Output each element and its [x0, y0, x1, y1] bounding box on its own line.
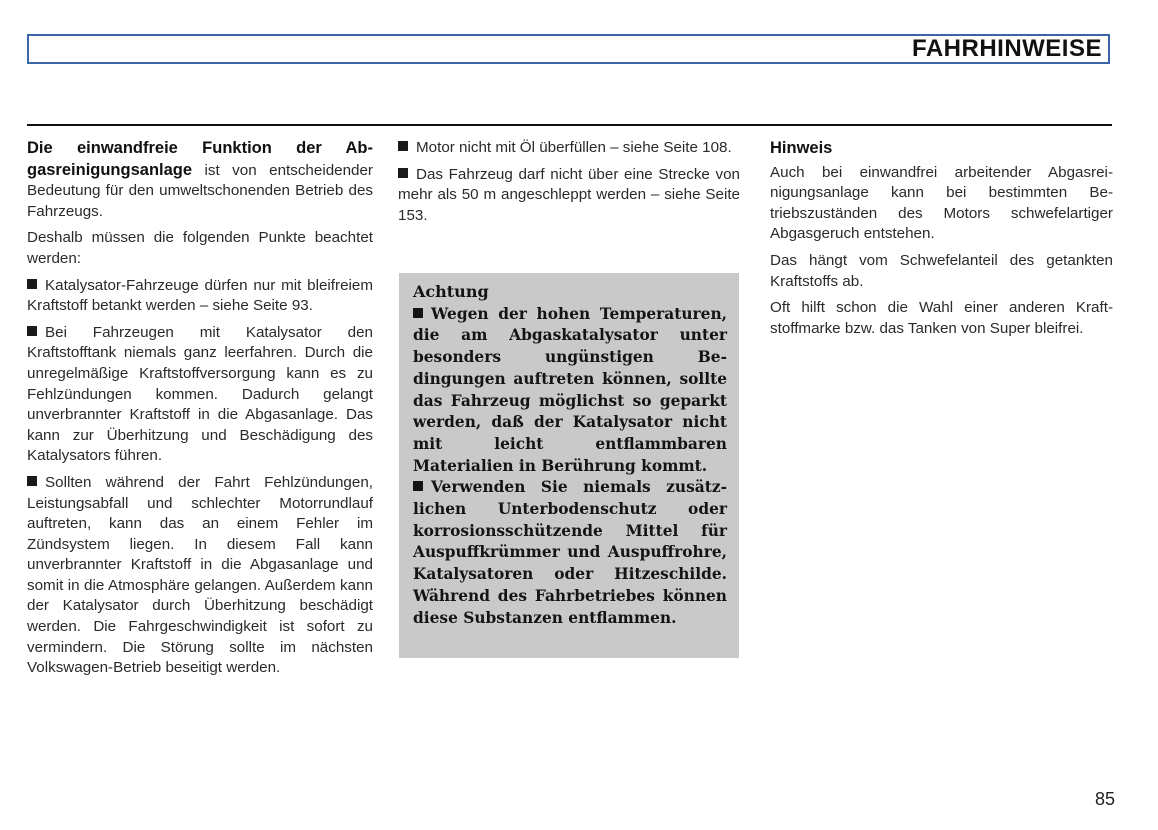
square-bullet-icon [413, 481, 423, 491]
bullet-text: Motor nicht mit Öl überfüllen – siehe Seite 108. [416, 139, 732, 156]
bullet-item [398, 165, 740, 227]
bullet-text: Sollten während der Fahrt Fehlzündungen, Leistungsabfall und schlechter Motorrundlauf auftreten, kann das an einem Fehler im Zündsystem liegen. In diesem Fall kann unverbrannter Kraftstoff in die Abgasanlage und somit in die Atmosphäre gelangen. Außerdem kann der Katalysator durch Überhitzung beschädigt werden. Die Fahrgeschwindigkeit ist sofort zu vermindern. Die Störung sollte im nächsten Volkswagen-Betrieb beseitigt werden. [27, 473, 373, 677]
header-band [27, 34, 1110, 64]
note-title: Hinweis [770, 139, 833, 157]
bullet-item [27, 323, 373, 467]
note-paragraph: Auch bei einwandfrei arbeitender Abgasreinigungsanlage kann bei bestimmten Betriebszuständen des Motors schwefelartiger Abgasgeruch entstehen. [770, 163, 1113, 243]
square-bullet-icon [27, 476, 37, 486]
bullet-text: Bei Fahrzeugen mit Katalysator den Kraftstofftank niemals ganz leerfahren. Durch die unregelmäßige Kraftstoffversorgung kann es zu Fehlzündungen kommen. Dadurch gelangt unverbrannter Kraftstoff in die Abgasanlage. Das kann zur Überhitzung und Beschädigung des Katalysators führen. [27, 323, 373, 465]
intro-paragraph [27, 138, 373, 222]
bullet-text: Das Fahrzeug darf nicht über eine Strecke von mehr als 50 m angeschleppt werden – siehe Seite 153. [398, 165, 740, 224]
page-number: 85 [1094, 789, 1115, 809]
warning-title: Achtung [413, 282, 489, 301]
column-middle [398, 138, 740, 232]
intro-lead-rest: ist von entscheidender Bedeutung für den umweltschonenden Betrieb des Fahrzeugs. [27, 161, 373, 220]
page-section-title: FAHRHINWEISE [911, 35, 1102, 62]
notice-paragraph: Deshalb müssen die folgenden Punkte beachtet werden: [27, 229, 373, 267]
bullet-item [27, 473, 373, 679]
top-rule [27, 124, 1112, 126]
warning-text: Verwenden Sie niemals zusätzlichen Unterbodenschutz oder korrosionsschützende Mittel für Auspuffkrümmer und Auspuffrohre, Katalysatoren oder Hitzeschilde. Während des Fahrbetriebes können diese Substanzen entflammen. [413, 478, 727, 627]
warning-item [413, 304, 727, 478]
bullet-text: Katalysator-Fahrzeuge dürfen nur mit bleifreiem Kraftstoff betankt werden – siehe Seite 93. [27, 276, 373, 315]
bullet-item [27, 276, 373, 317]
square-bullet-icon [27, 326, 37, 336]
warning-box [399, 273, 739, 658]
column-left [27, 138, 373, 685]
square-bullet-icon [398, 141, 408, 151]
warning-item [413, 477, 727, 629]
bullet-item [398, 138, 740, 159]
warning-text: Wegen der hohen Temperaturen, die am Abgaskatalysator unter besonders ungünstigen Bedingungen auftreten können, sollte das Fahrzeug möglichst so geparkt werden, daß der Katalysator nicht mit leicht entflammbaren Materialien in Berührung kommt. [413, 304, 727, 475]
note-paragraph: Oft hilft schon die Wahl einer anderen Kraftstoffmarke bzw. das Tanken von Super bleifrei. [770, 299, 1113, 337]
column-right [770, 138, 1113, 345]
square-bullet-icon [27, 279, 37, 289]
note-paragraph: Das hängt vom Schwefelanteil des getankten Kraftstoffs ab. [770, 251, 1113, 290]
square-bullet-icon [413, 308, 423, 318]
square-bullet-icon [398, 168, 408, 178]
intro-lead-bold: Die einwandfreie Funktion der Abgasreinigungsanlage [27, 139, 373, 179]
